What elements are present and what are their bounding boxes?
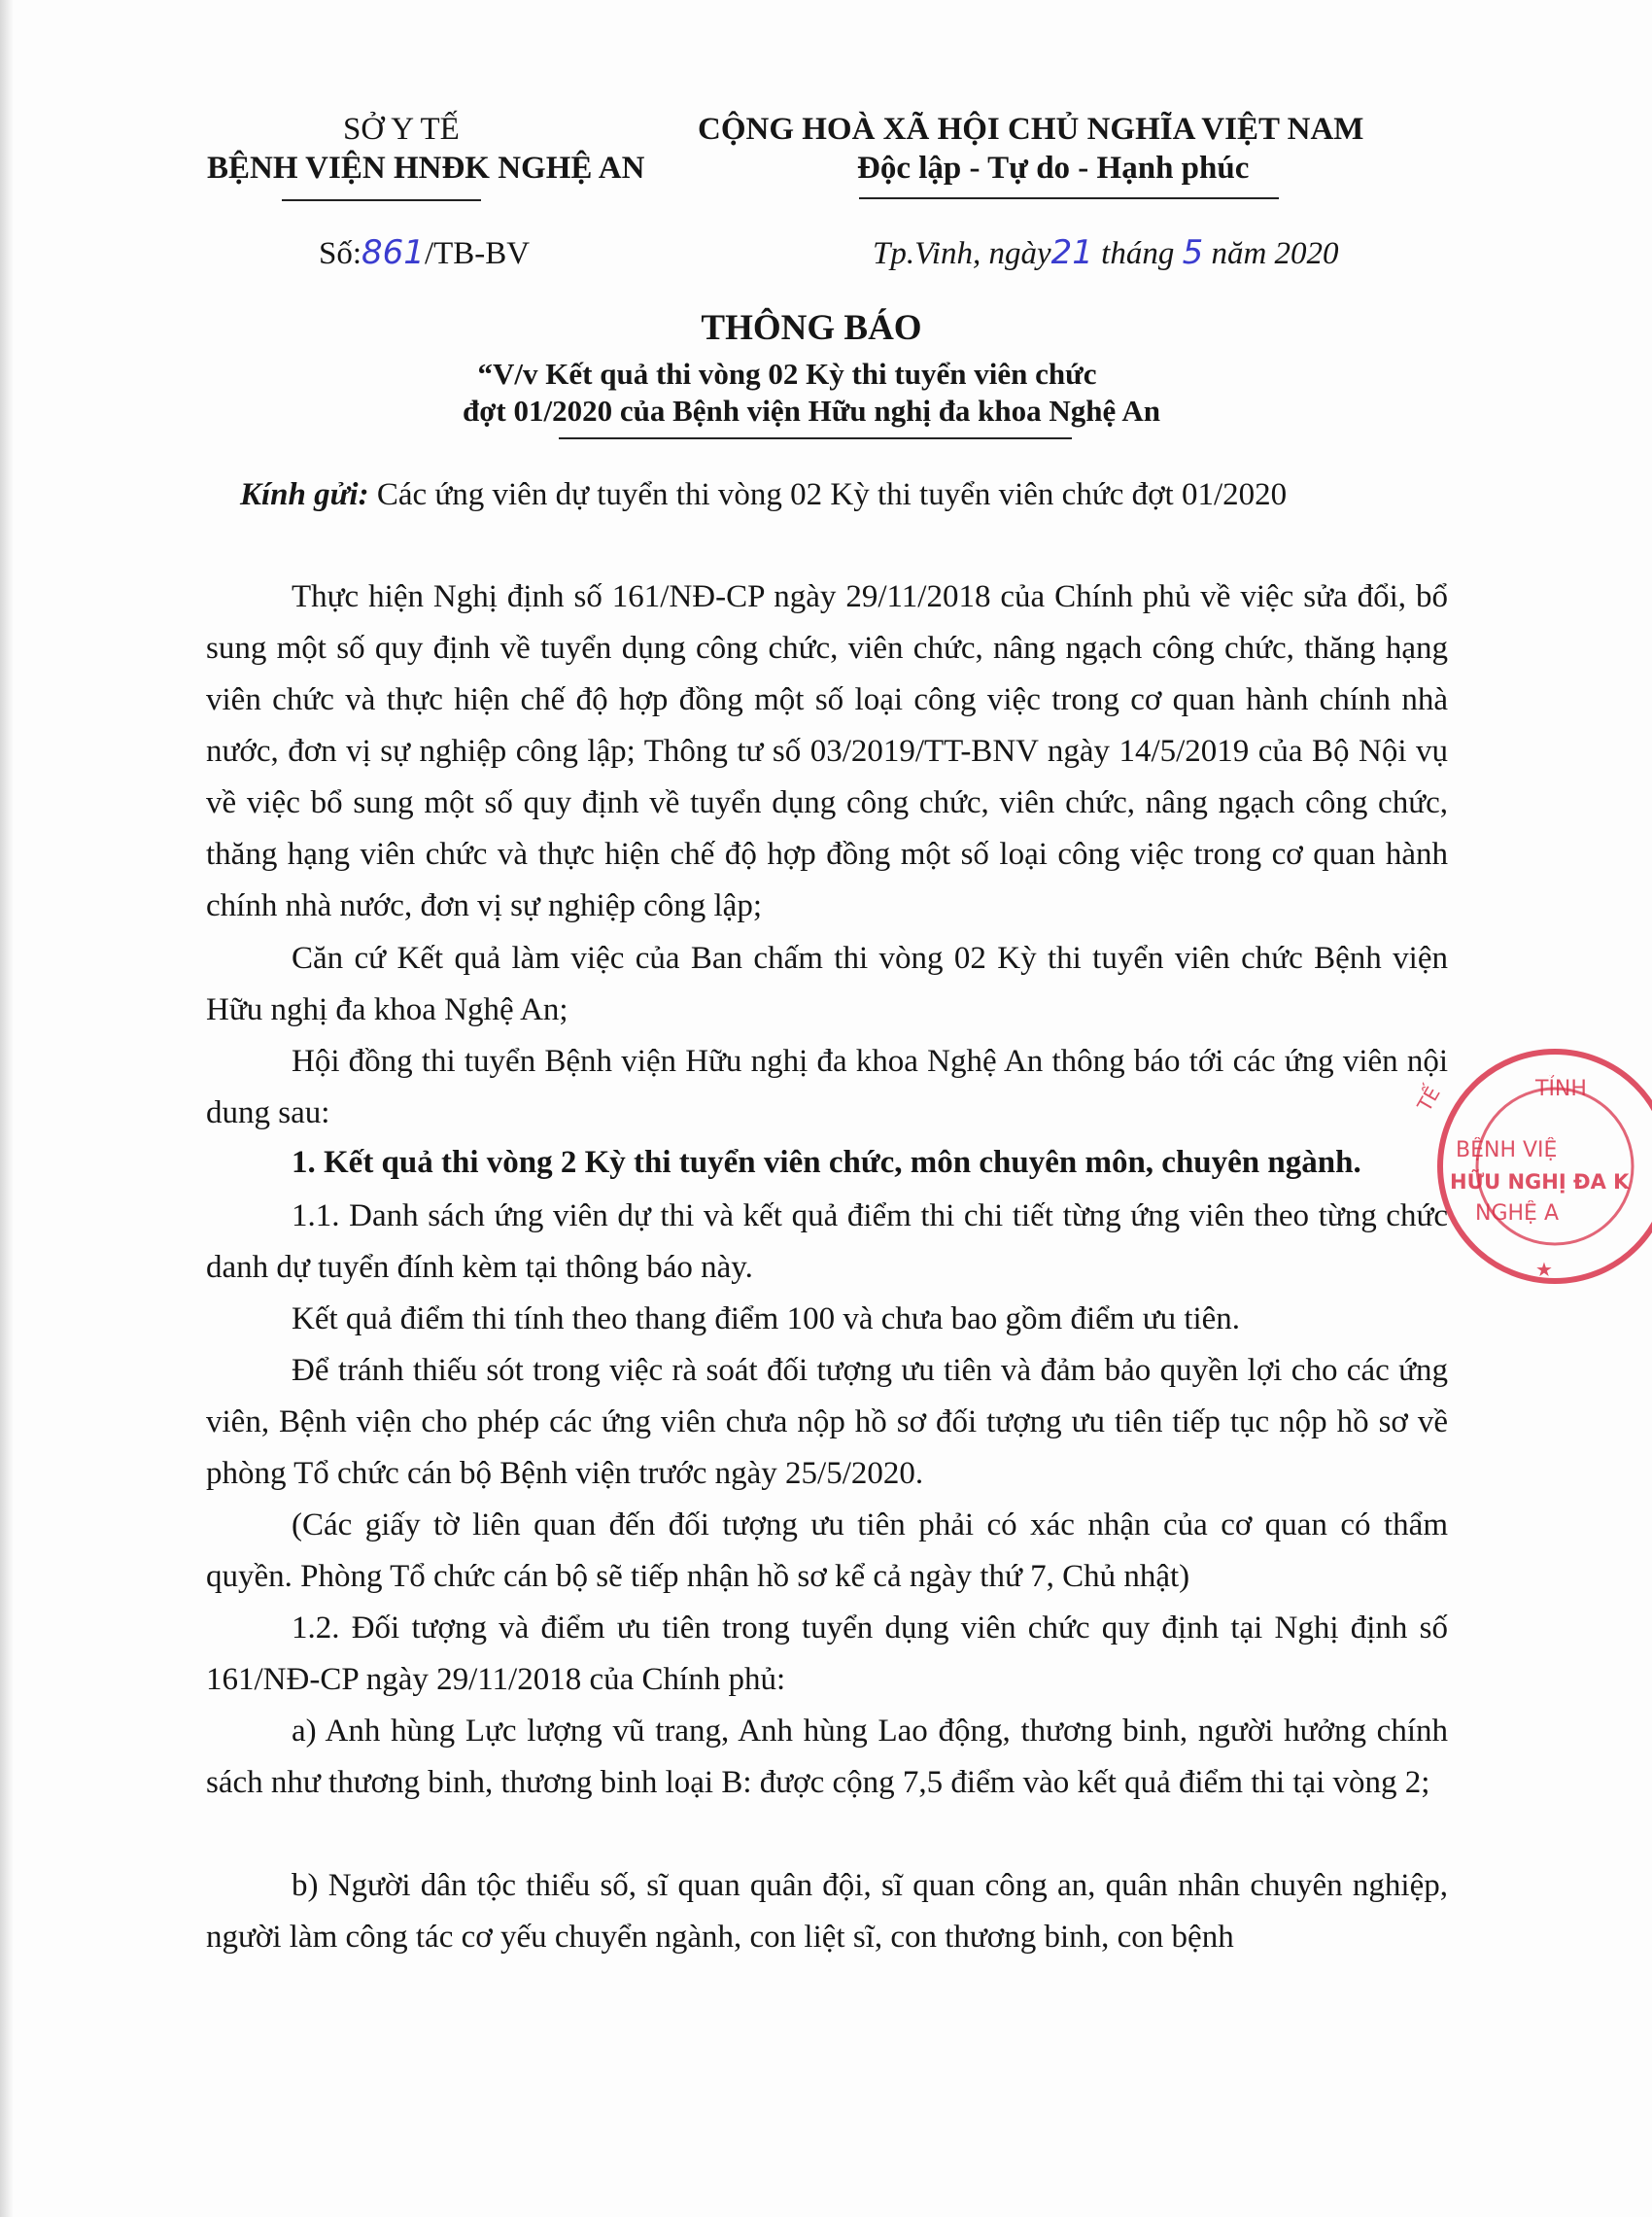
date-part3: năm 2020 [1211, 236, 1339, 271]
document-subtitle-line1: “V/v Kết quả thi vòng 02 Kỳ thi tuyển viên chức [477, 357, 1097, 391]
national-motto: Độc lập - Tự do - Hạnh phúc [857, 151, 1250, 186]
paragraph-priority-a: a) Anh hùng Lực lượng vũ trang, Anh hùng Lao động, thương binh, người hưởng chính sách như thương binh, thương binh loại B: được cộng 7,5 điểm vào kết quả điểm thi tại vòng 2; [206, 1714, 1448, 1800]
paragraph-priority-b: b) Người dân tộc thiểu số, sĩ quan quân đội, sĩ quan công an, quân nhân chuyên nghiệp, người làm công tác cơ yếu chuyển ngành, con liệt sĩ, con thương binh, con bệnh [206, 1868, 1448, 1955]
date-part2: tháng [1101, 236, 1175, 271]
paragraph-score-scale: Kết quả điểm thi tính theo thang điểm 100 và chưa bao gồm điểm ưu tiên. [292, 1301, 1241, 1336]
document-title: THÔNG BÁO [701, 308, 922, 348]
doc-number-suffix: /TB-BV [424, 236, 531, 271]
issuer-ministry: SỞ Y TẾ [343, 112, 460, 147]
paragraph-grading-basis: Căn cứ Kết quả làm việc của Ban chấm thi vòng 02 Kỳ thi tuyển viên chức Bệnh viện Hữu nghị đa khoa Nghệ An; [206, 941, 1448, 1027]
date-day: 21 [1050, 233, 1093, 272]
paragraph-note: (Các giấy tờ liên quan đến đối tượng ưu tiên phải có xác nhận của cơ quan có thẩm quyền. Phòng Tổ chức cán bộ sẽ tiếp nhận hồ sơ kể cả ngày thứ 7, Chủ nhật) [206, 1507, 1448, 1594]
national-title: CỘNG HOÀ XÃ HỘI CHỦ NGHĨA VIỆT NAM [698, 112, 1364, 147]
document-date [873, 233, 1339, 272]
motto-underline [859, 197, 1279, 199]
doc-number-prefix: Số: [319, 236, 362, 271]
svg-text:★: ★ [1535, 1258, 1553, 1281]
recipient-label: Kính gửi: [240, 477, 369, 512]
paragraph-announcement-intro: Hội đồng thi tuyển Bệnh viện Hữu nghị đa khoa Nghệ An thông báo tới các ứng viên nội dung sau: [206, 1044, 1448, 1130]
recipient-line [240, 477, 1287, 513]
svg-text:HỮU NGHỊ ĐA K: HỮU NGHỊ ĐA K [1450, 1170, 1630, 1194]
date-part1: Tp.Vinh, ngày [873, 236, 1051, 271]
paragraph-1-1: 1.1. Danh sách ứng viên dự thi và kết quả điểm thi chi tiết từng ứng viên theo từng chức danh dự tuyển đính kèm tại thông báo này. [206, 1198, 1448, 1285]
document-subtitle-line2: đợt 01/2020 của Bệnh viện Hữu nghị đa khoa Nghệ An [463, 394, 1160, 428]
recipient-text: Các ứng viên dự tuyển thi vòng 02 Kỳ thi tuyển viên chức đợt 01/2020 [376, 477, 1288, 512]
svg-text:NGHỆ A: NGHỆ A [1475, 1201, 1559, 1226]
svg-text:TẾ: TẾ [1412, 1082, 1445, 1116]
official-stamp [1390, 1035, 1652, 1298]
paragraph-legal-basis: Thực hiện Nghị định số 161/NĐ-CP ngày 29/11/2018 của Chính phủ về việc sửa đổi, bổ sung một số quy định về tuyển dụng công chức, viên chức, nâng ngạch công chức, thăng hạng viên chức và thực hiện chế độ hợp đồng một số loại công việc trong cơ quan hành chính nhà nước, đơn vị sự nghiệp công lập; Thông tư số 03/2019/TT-BNV ngày 14/5/2019 của Bộ Nội vụ về việc bổ sung một số quy định về tuyển dụng công chức, viên chức, nâng ngạch công chức, thăng hạng viên chức và thực hiện chế độ hợp đồng một số loại công việc trong cơ quan hành chính nhà nước, đơn vị sự nghiệp công lập; [206, 579, 1448, 923]
paragraph-1-2: 1.2. Đối tượng và điểm ưu tiên trong tuyển dụng viên chức quy định tại Nghị định số 161/NĐ-CP ngày 29/11/2018 của Chính phủ: [206, 1611, 1448, 1697]
date-month: 5 [1182, 233, 1204, 272]
issuer-hospital: BỆNH VIỆN HNĐK NGHỆ AN [207, 151, 645, 186]
doc-number-handwritten: 861 [361, 233, 425, 272]
svg-text:BỆNH VIỆ: BỆNH VIỆ [1456, 1138, 1558, 1162]
svg-text:TỈNH: TỈNH [1535, 1077, 1587, 1101]
document-number [319, 233, 530, 272]
paragraph-priority-docs: Để tránh thiếu sót trong việc rà soát đối tượng ưu tiên và đảm bảo quyền lợi cho các ứng viên, Bệnh viện cho phép các ứng viên chưa nộp hồ sơ đối tượng ưu tiên tiếp tục nộp hồ sơ về phòng Tổ chức cán bộ Bệnh viện trước ngày 25/5/2020. [206, 1353, 1448, 1491]
issuer-underline [282, 199, 481, 201]
section-heading-1: 1. Kết quả thi vòng 2 Kỳ thi tuyển viên chức, môn chuyên môn, chuyên ngành. [292, 1145, 1361, 1180]
subtitle-underline [559, 437, 1072, 439]
